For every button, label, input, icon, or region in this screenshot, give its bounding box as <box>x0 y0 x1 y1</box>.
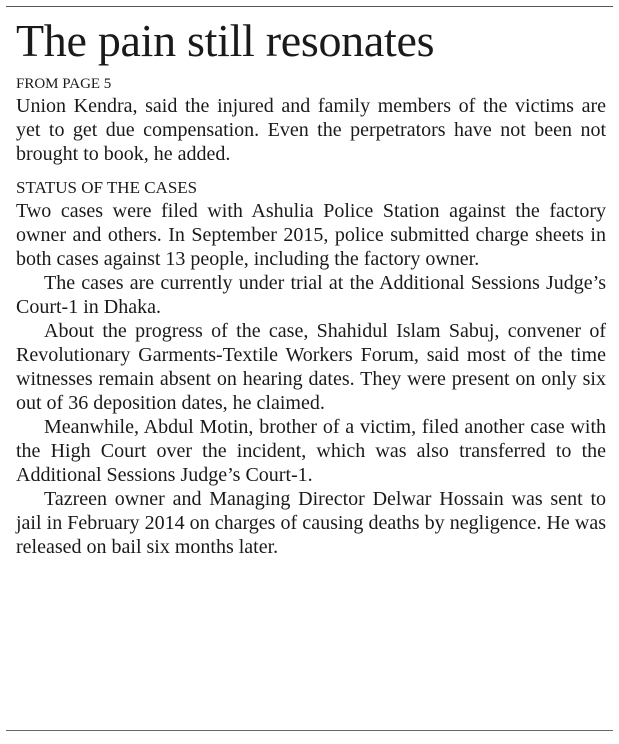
body-paragraph: Meanwhile, Abdul Motin, brother of a victim, filed another case with the High Court over the incident, which was also transferred to the Additional Sessions Judge’s Court-1. <box>16 416 606 486</box>
bottom-divider <box>6 730 613 731</box>
article-headline: The pain still resonates <box>16 15 435 66</box>
body-paragraph: Tazreen owner and Managing Director Delwar Hossain was sent to jail in February 2014 on charges of causing deaths by negligence. He was released on bail six months later. <box>16 488 606 558</box>
body-paragraph: The cases are currently under trial at the Additional Sessions Judge’s Court-1 in Dhaka. <box>16 272 606 318</box>
news-article <box>16 10 606 559</box>
body-paragraph: About the progress of the case, Shahidul Islam Sabuj, convener of Revolutionary Garments-Textile Workers Forum, said most of the time witnesses remain absent on hearing dates. They were present on only six out of 36 deposition dates, he claimed. <box>16 320 606 414</box>
intro-paragraph: Union Kendra, said the injured and family members of the victims are yet to get due compensation. Even the perpetrators have not been not brought to book, he added. <box>16 95 606 165</box>
continued-from-label: FROM PAGE 5 <box>16 76 112 92</box>
body-paragraph: Two cases were filed with Ashulia Police Station against the factory owner and others. In September 2015, police submitted charge sheets in both cases against 13 people, including the factory owner. <box>16 200 606 270</box>
section-subheading: STATUS OF THE CASES <box>16 178 198 197</box>
top-divider <box>6 6 613 7</box>
